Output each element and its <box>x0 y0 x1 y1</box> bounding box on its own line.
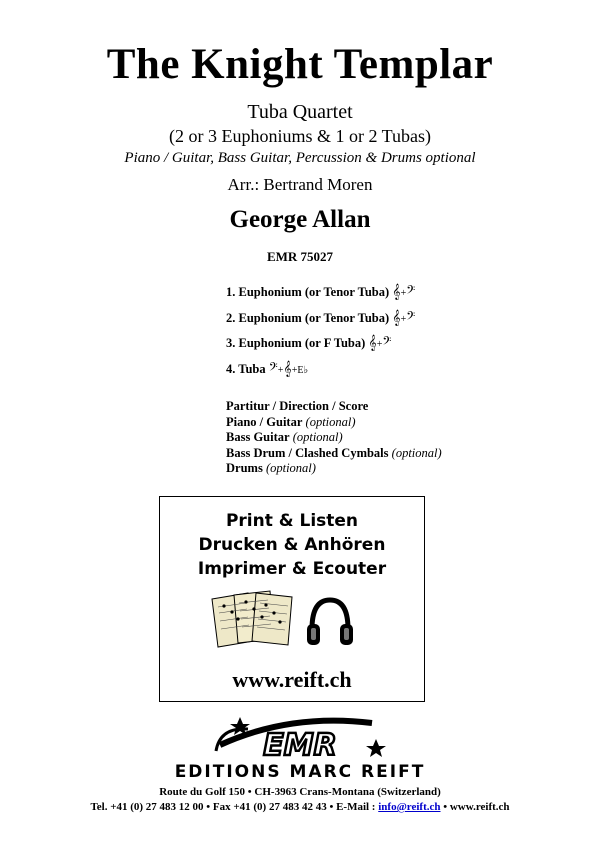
page-title: The Knight Templar <box>106 41 494 88</box>
promo-line-german: Drucken & Anhören <box>198 535 386 555</box>
publisher-address: Route du Golf 150 • CH-3963 Crans-Montana (Switzerland) <box>159 786 441 798</box>
emr-logo <box>200 715 400 765</box>
optional-note: (optional) <box>292 430 343 444</box>
optional-note: (optional) <box>391 445 442 460</box>
extra-part-name: Drums <box>226 461 263 475</box>
optional-note: (optional) <box>265 461 316 475</box>
extra-part-name: Piano / Guitar <box>226 414 303 429</box>
plus-sign: + <box>277 365 284 376</box>
plus-sign: + <box>376 339 383 350</box>
part-list-item <box>226 361 308 377</box>
contact-phone-fax: Tel. +41 (0) 27 483 12 00 • Fax +41 (0) 27 483 42 43 • E-Mail : <box>90 801 379 813</box>
optional-instruments: Piano / Guitar, Bass Guitar, Percussion & Drums optional <box>124 150 476 166</box>
print-listen-box <box>159 496 425 702</box>
subtitle: Tuba Quartet <box>247 101 353 123</box>
extra-part-name: Bass Guitar <box>226 430 290 444</box>
optional-note: (optional) <box>305 414 356 429</box>
promo-line-french: Imprimer & Ecouter <box>197 559 387 579</box>
publisher-name: EDITIONS MARC REIFT <box>174 762 426 782</box>
headphones-icon <box>305 596 355 648</box>
part-label: 1. Euphonium (or Tenor Tuba) <box>226 285 390 299</box>
arranger: Arr.: Bertrand Moren <box>227 175 373 194</box>
plus-sign: + <box>400 314 407 325</box>
part-label: 4. Tuba <box>226 362 266 376</box>
list-item <box>226 415 442 431</box>
list-item <box>226 399 442 415</box>
sheet-music-icon <box>208 589 296 649</box>
treble-clef-icon: 𝄞 <box>392 310 401 326</box>
treble-clef-icon: 𝄞 <box>283 361 292 377</box>
extra-part-name: Partitur / Direction / Score <box>226 399 369 413</box>
list-item <box>226 461 442 477</box>
part-list-item <box>226 335 391 351</box>
bass-clef-icon: 𝄢 <box>268 361 278 377</box>
extra-part-name: Bass Drum / Clashed Cymbals <box>226 445 389 460</box>
bass-clef-icon: 𝄢 <box>382 335 392 351</box>
part-list-item <box>226 310 415 326</box>
contact-website: • www.reift.ch <box>440 801 510 813</box>
key-label: E♭ <box>297 365 309 376</box>
part-list-item <box>226 284 415 300</box>
list-item <box>226 430 442 446</box>
promo-line-english: Print & Listen <box>225 511 359 531</box>
part-label: 3. Euphonium (or F Tuba) <box>226 336 366 350</box>
plus-sign: + <box>291 365 298 376</box>
list-item <box>226 446 442 462</box>
composer: George Allan <box>229 206 371 233</box>
promo-website-link[interactable]: www.reift.ch <box>232 667 352 692</box>
extra-parts-list <box>226 399 442 477</box>
logo-text: EMR <box>263 728 337 763</box>
treble-clef-icon: 𝄞 <box>392 284 401 300</box>
catalog-number: EMR 75027 <box>266 249 334 264</box>
bass-clef-icon: 𝄢 <box>406 310 416 326</box>
publisher-contact <box>0 801 600 813</box>
plus-sign: + <box>400 288 407 299</box>
bass-clef-icon: 𝄢 <box>406 284 416 300</box>
part-label: 2. Euphonium (or Tenor Tuba) <box>226 311 390 325</box>
email-link[interactable]: info@reift.ch <box>378 801 441 813</box>
instrumentation: (2 or 3 Euphoniums & 1 or 2 Tubas) <box>168 126 431 146</box>
treble-clef-icon: 𝄞 <box>368 335 377 351</box>
